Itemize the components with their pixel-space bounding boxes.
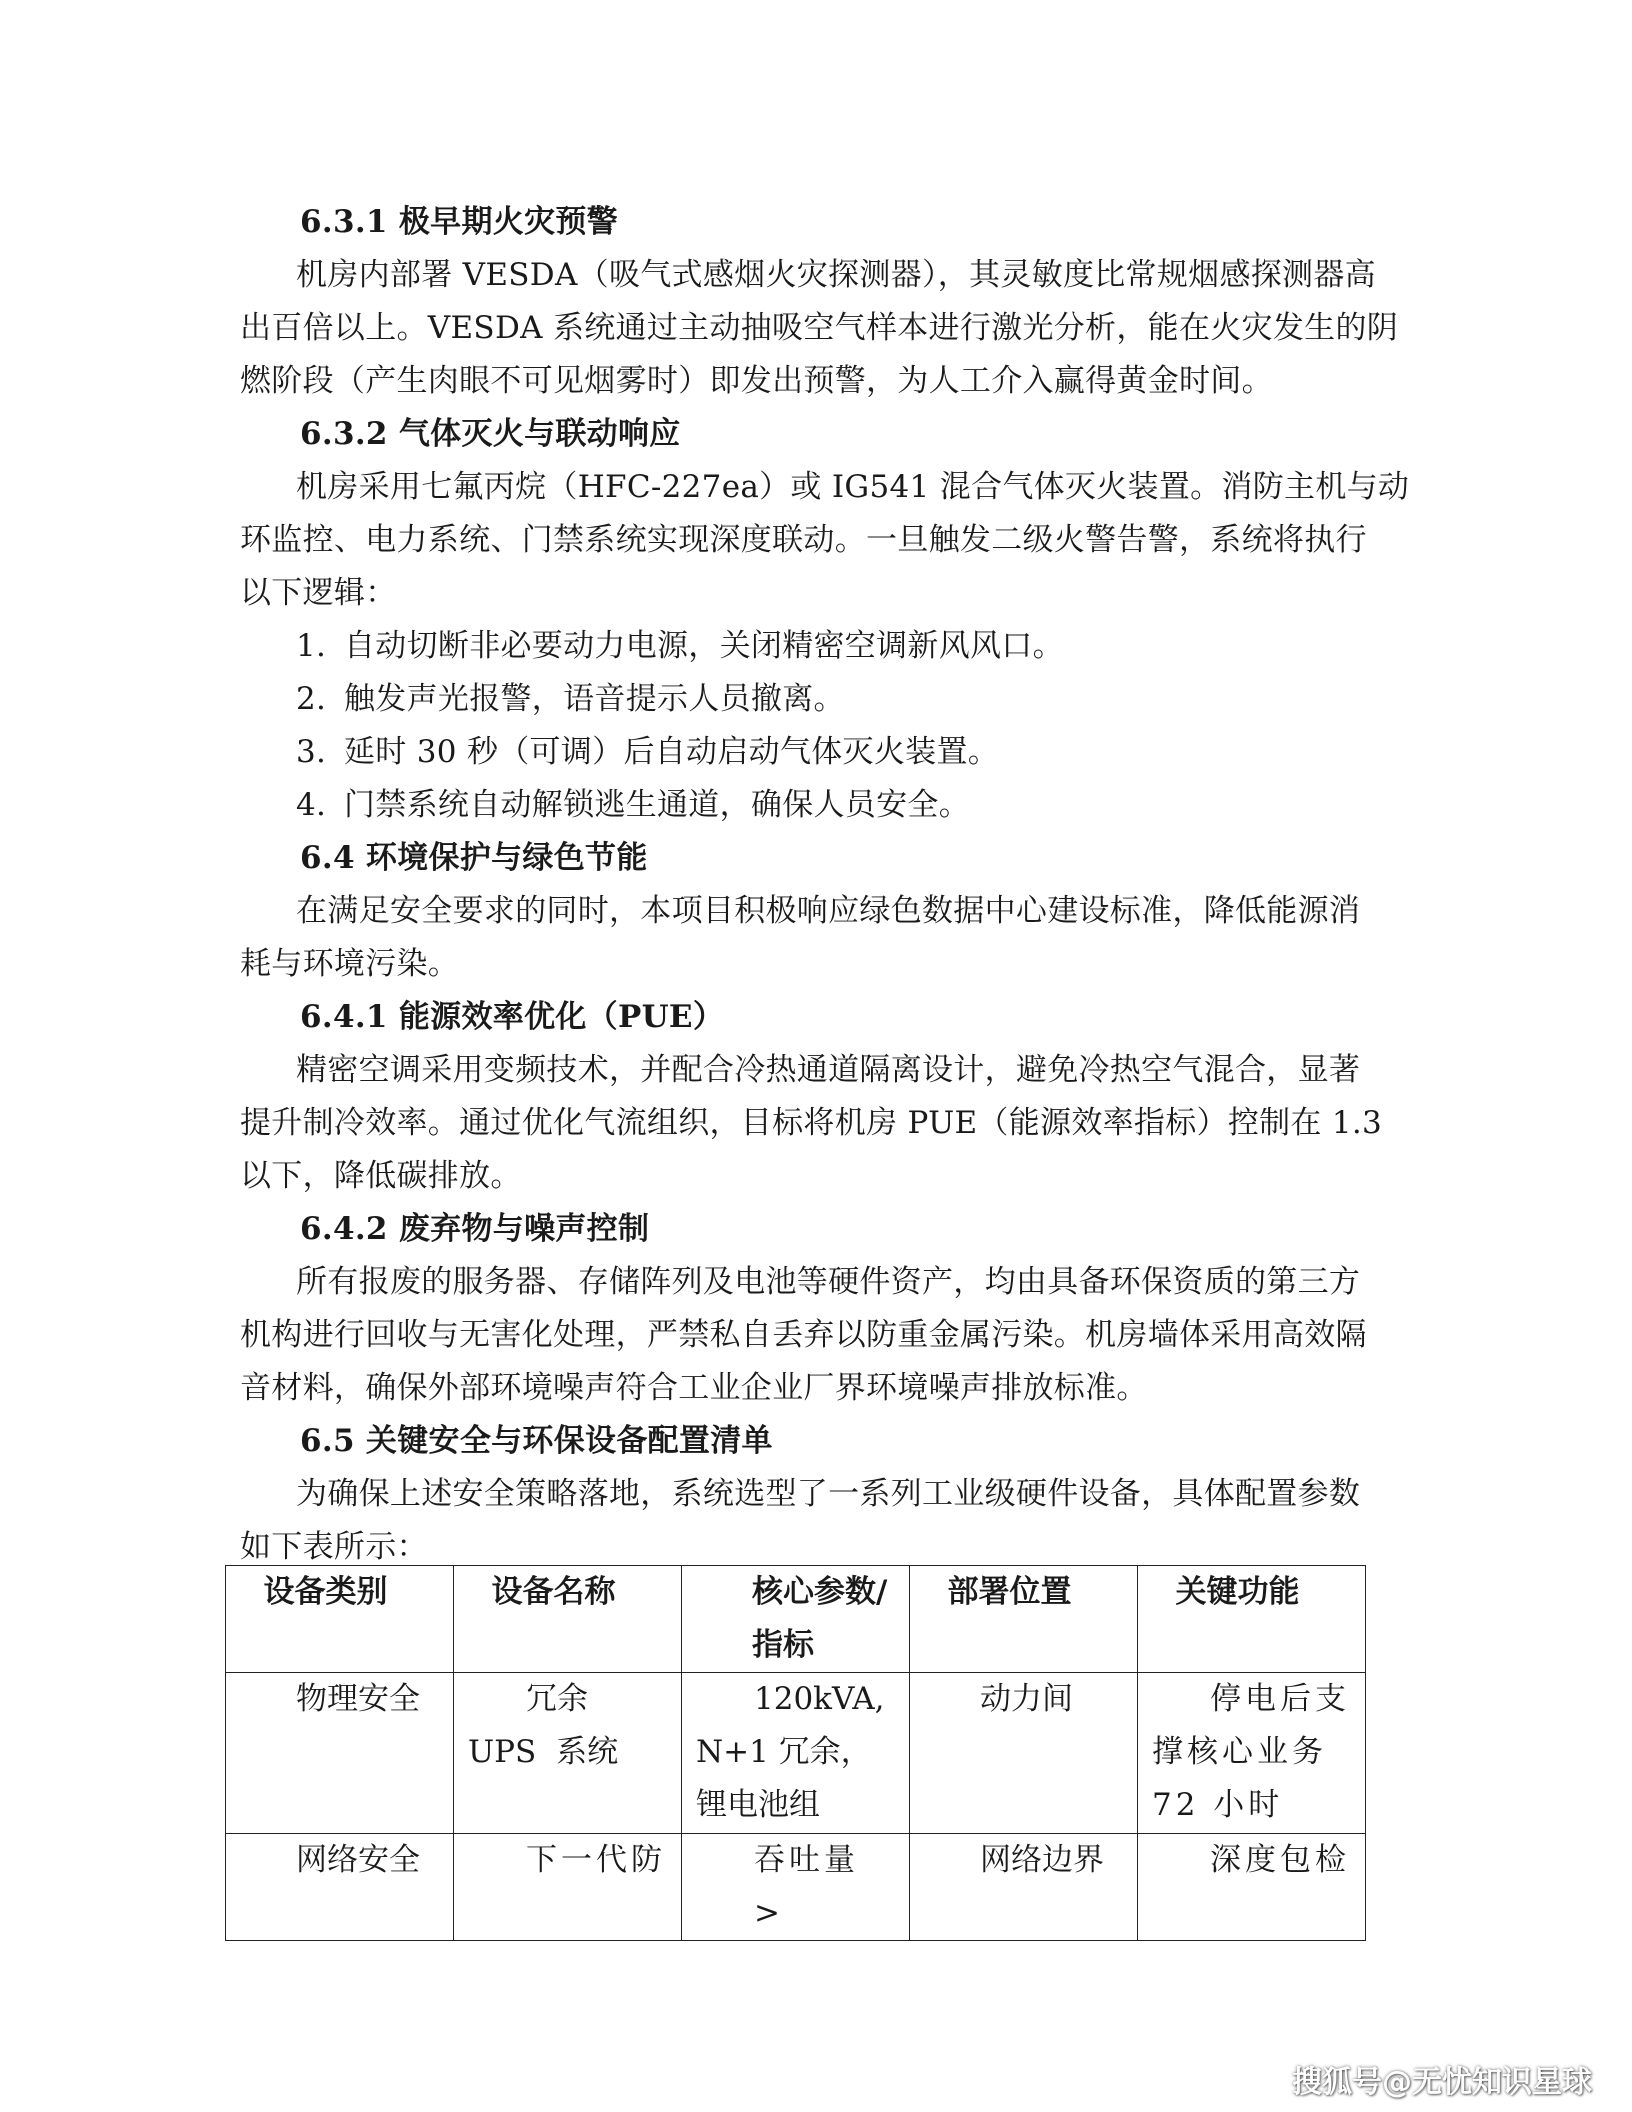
table-header-cell xyxy=(682,1566,910,1673)
heading-6-4: 6.4 环境保护与绿色节能 xyxy=(300,840,648,876)
paragraph-line: 燃阶段（产生肉眼不可见烟雾时）即发出预警，为人工介入赢得黄金时间。 xyxy=(240,363,1273,399)
table-cell: 网络安全 xyxy=(226,1834,454,1941)
list-item xyxy=(296,620,1436,673)
list-number: 3. xyxy=(296,734,327,770)
list-number: 4. xyxy=(296,787,327,823)
list-text: 门禁系统自动解锁逃生通道，确保人员安全。 xyxy=(344,787,970,823)
paragraph-line: 机构进行回收与无害化处理，严禁私自丢弃以防重金属污染。机房墙体采用高效隔 xyxy=(240,1317,1367,1353)
paragraph-line: 所有报废的服务器、存储阵列及电池等硬件资产，均由具备环保资质的第三方 xyxy=(296,1264,1361,1300)
list-text: 自动切断非必要动力电源，关闭精密空调新风风口。 xyxy=(344,628,1064,664)
list-item xyxy=(296,779,1436,832)
table-cell: 停电后支撑核心业务 72 小时 xyxy=(1138,1673,1366,1834)
equipment-config-table xyxy=(225,1565,1366,1941)
list-text: 延时 30 秒（可调）后自动启动气体灭火装置。 xyxy=(344,734,1000,770)
table-cell: 120kVA, N+1 冗余，锂电池组 xyxy=(682,1673,910,1834)
list-text: 触发声光报警，语音提示人员撤离。 xyxy=(344,681,845,717)
paragraph-line: 在满足安全要求的同时，本项目积极响应绿色数据中心建设标准，降低能源消 xyxy=(296,893,1361,929)
list-number: 1. xyxy=(296,628,327,664)
paragraph-line: 精密空调采用变频技术，并配合冷热通道隔离设计，避免冷热空气混合，显著 xyxy=(296,1052,1361,1088)
table-header-cell: 设备类别 xyxy=(226,1566,454,1673)
table-cell: 网络边界 xyxy=(910,1834,1138,1941)
table-row xyxy=(226,1673,1366,1834)
table-cell: 动力间 xyxy=(910,1673,1138,1834)
heading-6-4-1: 6.4.1 能源效率优化（PUE） xyxy=(300,999,725,1035)
table-cell: 深度包检 xyxy=(1138,1834,1366,1941)
paragraph-line: 机房内部署 VESDA（吸气式感烟火灾探测器），其灵敏度比常规烟感探测器高 xyxy=(296,257,1376,293)
header-text: 核心参数/指标 xyxy=(752,1574,888,1663)
paragraph-line: 以下逻辑： xyxy=(240,575,397,611)
heading-6-4-2: 6.4.2 废弃物与噪声控制 xyxy=(300,1211,650,1247)
paragraph-line: 耗与环境污染。 xyxy=(240,946,460,982)
source-watermark: 搜狐号@无忧知识星球 xyxy=(1292,2065,1592,2100)
table-header-cell: 关键功能 xyxy=(1138,1566,1366,1673)
heading-6-5: 6.5 关键安全与环保设备配置清单 xyxy=(300,1423,773,1459)
paragraph-line: 提升制冷效率。通过优化气流组织，目标将机房 PUE（能源效率指标）控制在 1.3 xyxy=(240,1105,1383,1141)
paragraph-line: 如下表所示： xyxy=(240,1529,428,1565)
paragraph-line: 机房采用七氟丙烷（HFC-227ea）或 IG541 混合气体灭火装置。消防主机与动 xyxy=(296,469,1410,505)
list-item xyxy=(296,726,1436,779)
table-row xyxy=(226,1834,1366,1941)
table-cell: 冗余 UPS 系统 xyxy=(454,1673,682,1834)
table-cell: 下一代防 xyxy=(454,1834,682,1941)
list-item xyxy=(296,673,1436,726)
heading-6-3-2: 6.3.2 气体灭火与联动响应 xyxy=(300,416,681,452)
table-header-cell: 部署位置 xyxy=(910,1566,1138,1673)
heading-6-3-1: 6.3.1 极早期火灾预警 xyxy=(300,204,618,240)
paragraph-line: 为确保上述安全策略落地，系统选型了一系列工业级硬件设备，具体配置参数 xyxy=(296,1476,1361,1512)
table-header-row xyxy=(226,1566,1366,1673)
paragraph-line: 环监控、电力系统、门禁系统实现深度联动。一旦触发二级火警告警，系统将执行 xyxy=(240,522,1367,558)
paragraph-line: 出百倍以上。VESDA 系统通过主动抽吸空气样本进行激光分析，能在火灾发生的阴 xyxy=(240,310,1399,346)
table-header-cell: 设备名称 xyxy=(454,1566,682,1673)
list-number: 2. xyxy=(296,681,327,717)
paragraph-line: 音材料，确保外部环境噪声符合工业企业厂界环境噪声排放标准。 xyxy=(240,1370,1148,1406)
paragraph-line: 以下，降低碳排放。 xyxy=(240,1158,522,1194)
table-cell: 物理安全 xyxy=(226,1673,454,1834)
table-cell: 吞吐量 > xyxy=(682,1834,910,1941)
